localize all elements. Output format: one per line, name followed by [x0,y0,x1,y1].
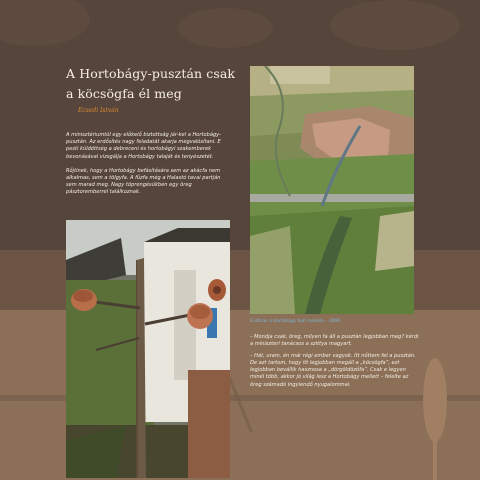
dialogue-paragraph-1: – Mondja csak, öreg, milyen fa áll a pusztán legjobban meg? kérdi a miniszteri tanácsos a szittya magyart. [250,334,419,348]
farmyard-photo [66,220,230,478]
poplar-tree-silhouette [420,355,450,480]
aerial-photo [250,66,414,314]
dialogue-paragraph-2: – Hát, uram, én már régi ember vagyok. Itt nőttem fel a pusztán. De azt tartom, hogy itt legjobban megáll a „köcsögfa”, ezt legjobban bevállik hasznosa a „dörgöldözőfa”. Csak e legyen minél több, akkor jó világ lesz a Hortobágy mellett – felelte az öreg számadó ingyiendő nyugalommal. [250,353,416,388]
article-title [66,64,246,104]
folk-ornament-top-right [330,0,460,50]
aerial-photo-drawing [250,66,414,314]
aerial-photo-caption: Erdősáv a Hortobágy hídi medrén – 2000 [250,319,341,324]
intro-paragraph-2: Rőjtinek, hogy a Hortobágy befásítására sem az akácfa nem alkalmas, sem a tölgyfa. A fűzfa még a Halastó tavai partján sem marad meg. Nagy töprengésükben egy öreg pásztoremberrel találkoznak. [66,167,221,196]
article-title-line-2: a köcsögfa él meg [66,86,182,101]
article-title-line-1: A Hortobágy-pusztán csak [66,66,236,81]
intro-paragraph-1: A minisztériumtól egy előkelő biztottság jár-kel a Hortobágy-pusztán. Az erdősítés nagy feladatát akarja megvalósítani. E pesti küldöttség a debreceni és hortobágyi szakemberek bevonásával vizsgálja a Hortobágy talaját és tenyészetét. [66,132,221,160]
dialogue-text [250,334,420,394]
article-intro [66,132,232,204]
farmyard-photo-drawing [66,220,230,478]
folk-ornament-top-center [178,8,273,48]
article-author: Ecsedi István [78,107,119,114]
